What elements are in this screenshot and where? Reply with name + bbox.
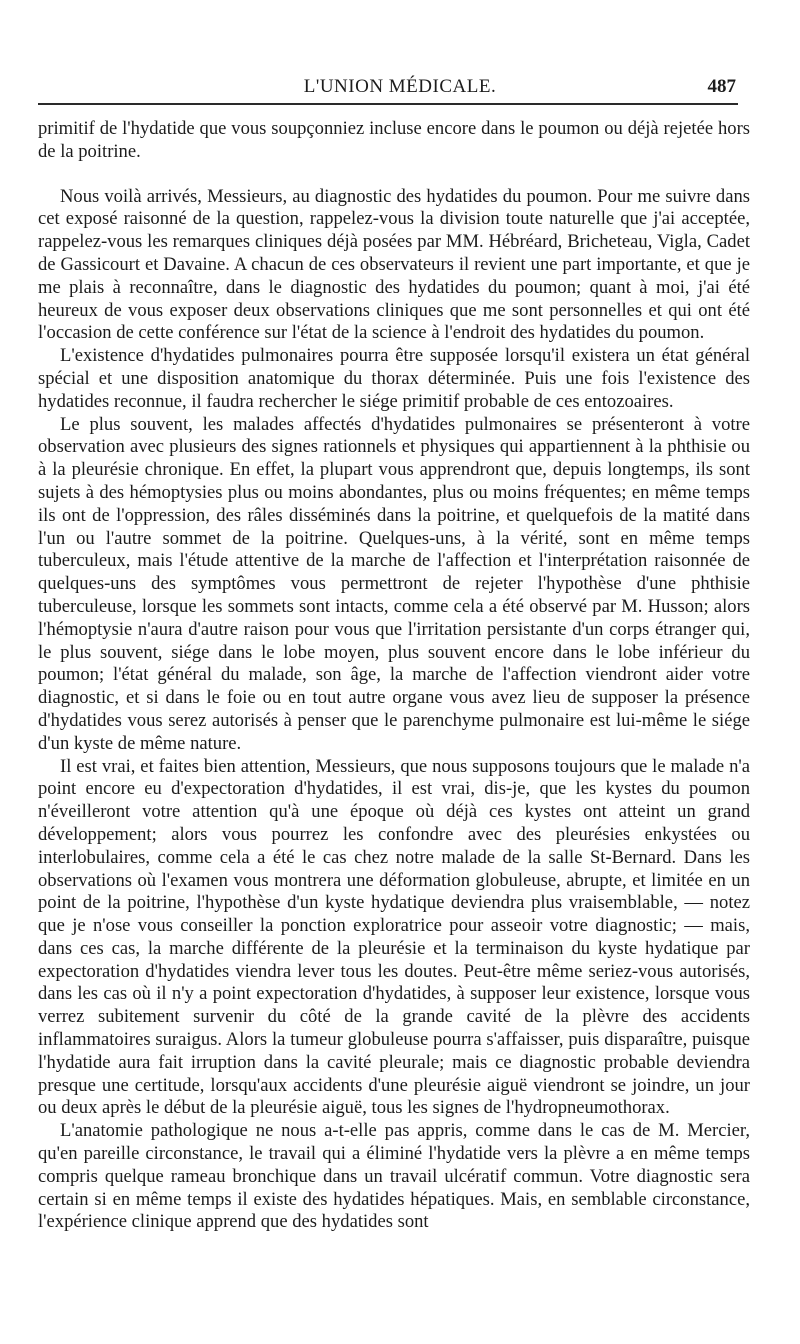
paragraph-symptoms: Le plus souvent, les malades affectés d'hydatides pulmonaires se présenteront à votre observation avec plusieurs des signes rationnels et physiques qui appartiennent à la phthisie ou à la pleurésie chronique. En effet, la plupart vous apprendront que, depuis longtemps, ils sont sujets à des hémoptysies plus ou moins abondantes, plus ou moins fréquentes; en même temps ils ont de l'oppression, des râles disséminés dans la poitrine, et quelquefois de la matité dans l'un ou l'autre sommet de la poitrine. Quelques-uns, à la vérité, sont en même temps tuberculeux, mais l'étude attentive de la marche de l'affection et l'interprétation raisonnée de quelques-uns des symptômes vous permettront de rejeter l'hypothèse d'une phthisie tuberculeuse, lorsque les sommets sont intacts, comme cela a été observé par M. Husson; alors l'hémoptysie n'aura d'autre raison pour vous que l'irritation persistante d'un corps étranger qui, le plus souvent, siége dans le lobe moyen, plus souvent encore dans le lobe inférieur du poumon; l'état général du malade, son âge, la marche de l'affection viendront aider votre diagnostic, et si dans le foie ou en tout autre organe vous avez lieu de supposer la présence d'hydatides vous serez autorisés à penser que le parenchyme pulmonaire est lui-même le siége d'un kyste de même nature. [38,413,750,754]
page-number: 487 [707,76,736,97]
paragraph-continuation: primitif de l'hydatide que vous soupçonniez incluse encore dans le poumon ou déjà rejetée hors de la poitrine. [38,118,750,162]
running-header-title: L'UNION MÉDICALE. [303,76,497,97]
paragraph-diagnostic-intro: Nous voilà arrivés, Messieurs, au diagnostic des hydatides du poumon. Pour me suivre dans cet exposé raisonné de la question, rappelez-vous la division toute naturelle que j'ai acceptée, rappelez-vous les remarques cliniques déjà posées par MM. Hébréard, Bricheteau, Vigla, Cadet de Gassicourt et Davaine. A chacun de ces observateurs il revient une part importante, et que je me plais à reconnaître, dans le diagnostic des hydatides du poumon; quant à moi, j'ai été heureux de vous exposer deux observations cliniques que me sont personnelles et qui ont été l'occasion de cette conférence sur l'état de la science à l'endroit des hydatides du poumon. [38,185,750,344]
paragraph-expectoration: Il est vrai, et faites bien attention, Messieurs, que nous supposons toujours que le malade n'a point encore eu d'expectoration d'hydatides, il est vrai, dis-je, que les kystes du poumon n'éveilleront votre attention qu'à une époque où déjà ces kystes ont atteint un grand développement; alors vous pourrez les confondre avec des pleurésies enkystées ou interlobulaires, comme cela a été le cas chez notre malade de la salle St-Bernard. Dans les observations où l'examen vous montrera une déformation globuleuse, abrupte, et limitée en un point de la poitrine, l'hypothèse d'un kyste hydatique deviendra plus vraisemblable, — notez que je n'ose vous conseiller la ponction exploratrice pour asseoir votre diagnostic; — mais, dans ces cas, la marche différente de la pleurésie et la terminaison du kyste hydatique par expectoration d'hydatides viendra lever tous les doutes. Peut-être même seriez-vous autorisés, dans les cas où il n'y a point expectoration d'hydatides, à supposer leur existence, lorsque vous verrez subitement survenir du côté de la grande cavité de la plèvre des accidents inflammatoires suraigus. Alors la tumeur globuleuse pourra s'affaisser, puis disparaître, puisque l'hydatide aura fait irruption dans la cavité pleurale; mais ce diagnostic probable deviendra presque une certitude, lorsqu'aux accidents d'une pleurésie aiguë viendront se joindre, un jour ou deux après le début de la pleurésie aiguë, tous les signes de l'hydropneumothorax. [38,755,750,1119]
paragraph-anatomy: L'anatomie pathologique ne nous a-t-elle pas appris, comme dans le cas de M. Mercier, qu'en pareille circonstance, le travail qui a éliminé l'hydatide vers la plèvre a en même temps compris quelque rameau bronchique dans un travail ulcératif commun. Votre diagnostic sera certain si en même temps il existe des hydatides hépatiques. Mais, en semblable circonstance, l'expérience clinique apprend que des hydatides sont [38,1120,750,1233]
article-body [38,118,750,1234]
paragraph-existence: L'existence d'hydatides pulmonaires pourra être supposée lorsqu'il existera un état général spécial et une disposition anatomique du thorax déterminée. Puis une fois l'existence des hydatides reconnue, il faudra rechercher le siége primitif probable de ces entozoaires. [38,345,750,412]
header-rule [38,103,738,105]
